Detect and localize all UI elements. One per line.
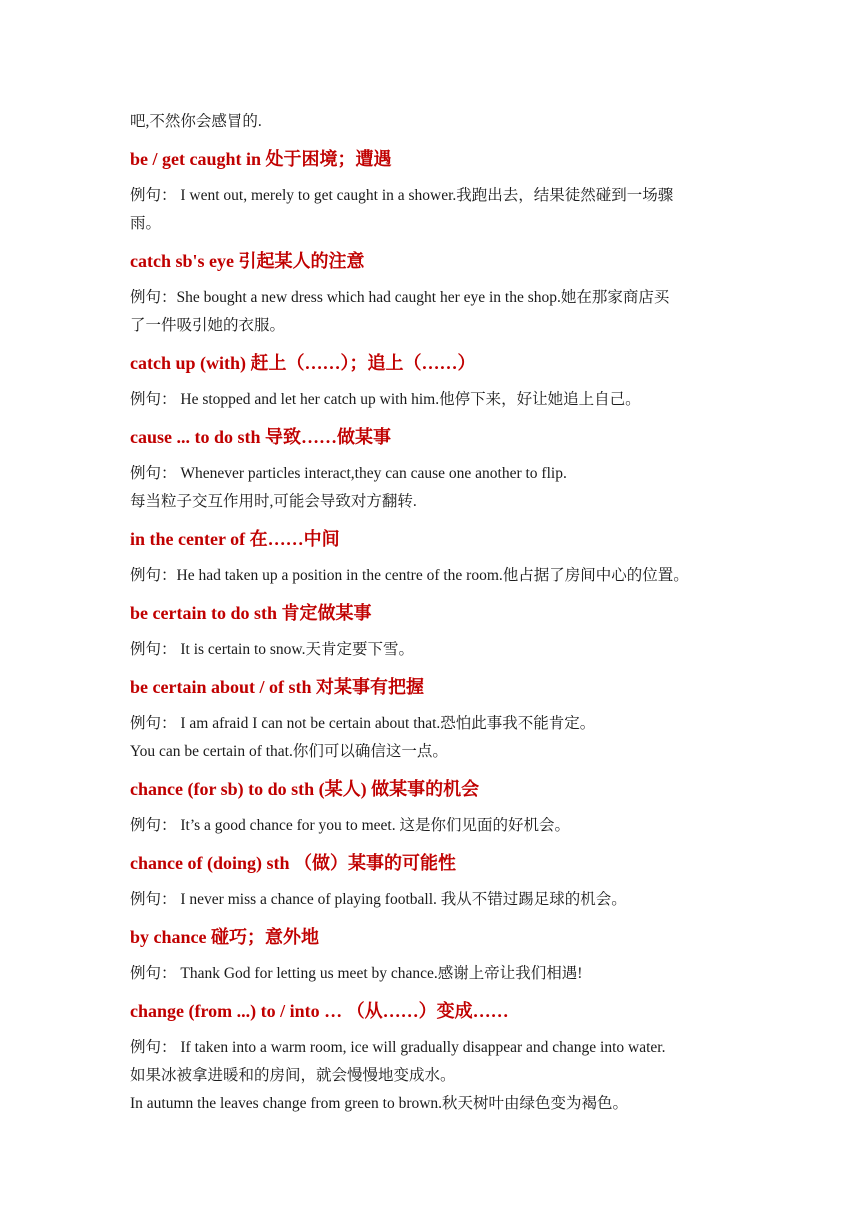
phrase-list (130, 144, 750, 1118)
example-line: 例句： Whenever particles interact,they can cause one another to flip. (130, 465, 567, 482)
example-line: In autumn the leaves change from green to brown.秋天树叶由绿色变为褐色。 (130, 1095, 629, 1112)
phrase-entry (130, 774, 750, 840)
phrase-entry (130, 996, 750, 1118)
example-line: 例句： He stopped and let her catch up with him.他停下来，好让她追上自己。 (130, 391, 641, 408)
phrase-heading: be / get caught in 处于困境；遭遇 (130, 149, 392, 169)
document-page (130, 108, 750, 1118)
intro-text: 吧,不然你会感冒的. (130, 113, 262, 130)
phrase-entry (130, 144, 750, 238)
phrase-entry (130, 672, 750, 766)
example-line: 例句： It’s a good chance for you to meet. 这是你们见面的好机会。 (130, 817, 570, 834)
phrase-entry (130, 524, 750, 590)
phrase-entry (130, 422, 750, 516)
phrase-heading: by chance 碰巧；意外地 (130, 927, 319, 947)
phrase-entry (130, 848, 750, 914)
example-line: 例句： If taken into a warm room, ice will gradually disappear and change into water. (130, 1039, 666, 1056)
phrase-heading: be certain about / of sth 对某事有把握 (130, 677, 424, 697)
phrase-entry (130, 598, 750, 664)
example-line: 例句：He had taken up a position in the centre of the room.他占据了房间中心的位置。 (130, 567, 689, 584)
example-line: You can be certain of that.你们可以确信这一点。 (130, 743, 448, 760)
phrase-heading: chance (for sb) to do sth (某人) 做某事的机会 (130, 779, 480, 799)
phrase-heading: catch up (with) 赶上（……）；追上（……） (130, 353, 476, 373)
example-line: 雨。 (130, 215, 162, 232)
example-line: 例句：She bought a new dress which had caught her eye in the shop.她在那家商店买 (130, 289, 670, 306)
example-line: 例句： I never miss a chance of playing football. 我从不错过踢足球的机会。 (130, 891, 627, 908)
example-line: 如果冰被拿进暖和的房间，就会慢慢地变成水。 (130, 1067, 456, 1084)
phrase-heading: chance of (doing) sth （做）某事的可能性 (130, 853, 457, 873)
example-line: 每当粒子交互作用时,可能会导致对方翻转. (130, 493, 417, 510)
example-line: 例句： It is certain to snow.天肯定要下雪。 (130, 641, 414, 658)
phrase-heading: in the center of 在……中间 (130, 529, 340, 549)
phrase-entry (130, 348, 750, 414)
phrase-heading: change (from ...) to / into … （从……）变成…… (130, 1001, 509, 1021)
example-line: 例句： Thank God for letting us meet by chance.感谢上帝让我们相遇! (130, 965, 583, 982)
example-line: 例句： I am afraid I can not be certain about that.恐怕此事我不能肯定。 (130, 715, 596, 732)
phrase-heading: cause ... to do sth 导致……做某事 (130, 427, 392, 447)
example-line: 了一件吸引她的衣服。 (130, 317, 286, 334)
phrase-entry (130, 246, 750, 340)
example-line: 例句： I went out, merely to get caught in a shower.我跑出去，结果徒然碰到一场骤 (130, 187, 674, 204)
phrase-entry (130, 922, 750, 988)
phrase-heading: be certain to do sth 肯定做某事 (130, 603, 372, 623)
phrase-heading: catch sb's eye 引起某人的注意 (130, 251, 365, 271)
